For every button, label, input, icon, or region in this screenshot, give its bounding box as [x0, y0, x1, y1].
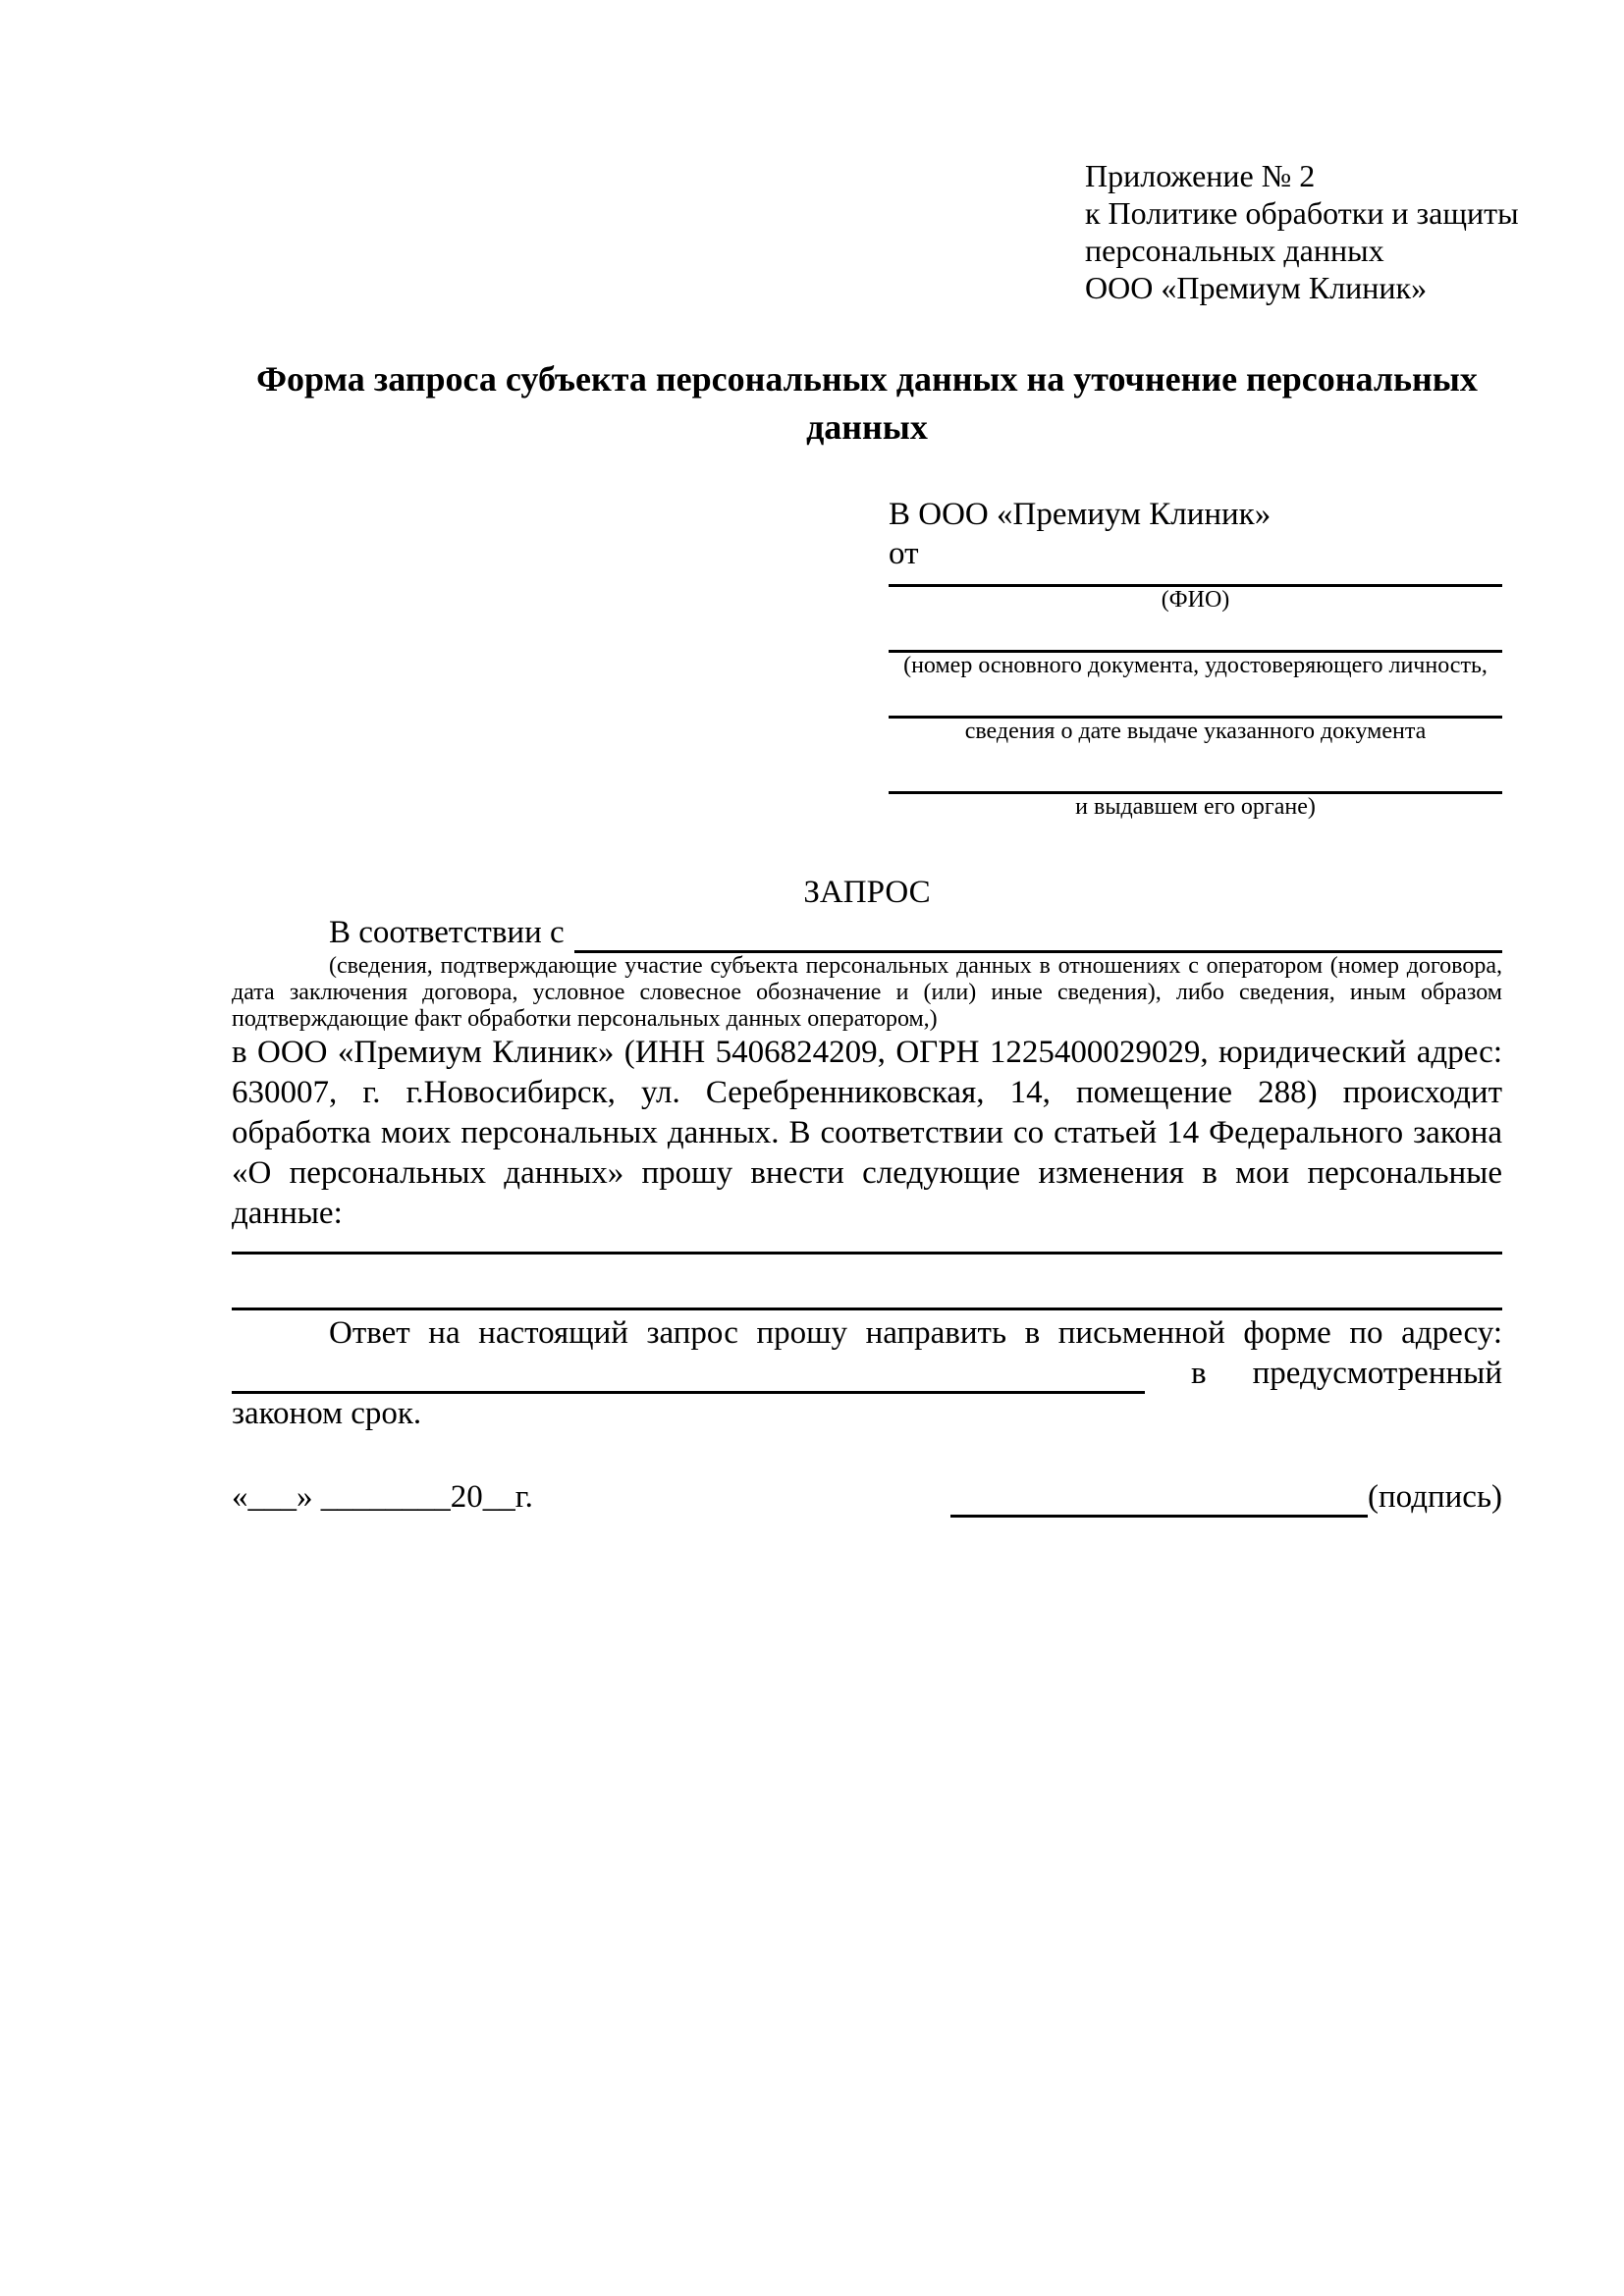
- reply-instruction: Ответ на настоящий запрос прошу направить в письменной форме по адресу:: [329, 1315, 1502, 1351]
- intro-footnote: (сведения, подтверждающие участие субъекта персональных данных в отношениях с оператором (номер договора, дата заключения договора, условное словесное обозначение и (или) иные сведения), либо сведения, иным образом подтверждающие факт обработки персональных данных оператором,): [232, 953, 1502, 1032]
- document-content: [232, 157, 1519, 1518]
- signing-row: [232, 1477, 1502, 1518]
- issuing-authority-blank-line: [889, 766, 1502, 794]
- basis-blank-line: [574, 915, 1502, 953]
- document-title: Форма запроса субъекта персональных данных на уточнение персональных данных: [256, 359, 1478, 447]
- request-heading: ЗАПРОС: [803, 875, 931, 910]
- signature-caption: (подпись): [1368, 1479, 1502, 1515]
- document-number-caption: (номер основного документа, удостоверяющего личность,: [903, 653, 1488, 678]
- issuing-authority-caption: и выдавшем его органе): [1075, 794, 1316, 820]
- request-body: в ООО «Премиум Клиник» (ИНН 5406824209, ОГРН 1225400029029, юридический адрес: 630007, г. г.Новосибирск, ул. Серебренниковская, 14, помещение 288) происходит обработка моих персональных данных. В соответствии со статьей 14 Федерального закона «О персональных данных» прошу внести следующие изменения в мои персональные данные:: [232, 1035, 1502, 1231]
- issue-date-blank-line: [889, 690, 1502, 719]
- appendix-header-line: Приложение № 2: [1085, 158, 1316, 193]
- changes-blank-line: [232, 1234, 1502, 1255]
- reply-word: предусмотренный: [1252, 1356, 1502, 1391]
- address-blank-line: [232, 1354, 1145, 1394]
- intro-row: [232, 913, 1502, 953]
- intro-prefix: В соответствии с: [329, 915, 565, 950]
- addressee-from-label: от: [889, 536, 919, 571]
- appendix-header-line: ООО «Премиум Клиник»: [1085, 270, 1428, 305]
- signature-group: [950, 1477, 1502, 1518]
- appendix-header-line: персональных данных: [1085, 233, 1384, 268]
- document-number-blank-line: [889, 624, 1502, 653]
- signature-blank-line: [950, 1481, 1368, 1518]
- changes-blank-line: [232, 1255, 1502, 1310]
- reply-ending: законом срок.: [232, 1396, 422, 1431]
- appendix-header-block: [1085, 157, 1519, 306]
- fio-blank-line: [889, 573, 1502, 587]
- addressee-to: В ООО «Премиум Клиник»: [889, 497, 1272, 532]
- addressee-block: [889, 495, 1502, 820]
- fio-caption: (ФИО): [1161, 587, 1230, 613]
- date-blank: «___» ________20__г.: [232, 1479, 533, 1515]
- reply-word: в: [1191, 1356, 1207, 1391]
- reply-address-row: [232, 1354, 1502, 1394]
- appendix-header-line: к Политике обработки и защиты: [1085, 195, 1519, 231]
- issue-date-caption: сведения о дате выдаче указанного документа: [964, 719, 1427, 744]
